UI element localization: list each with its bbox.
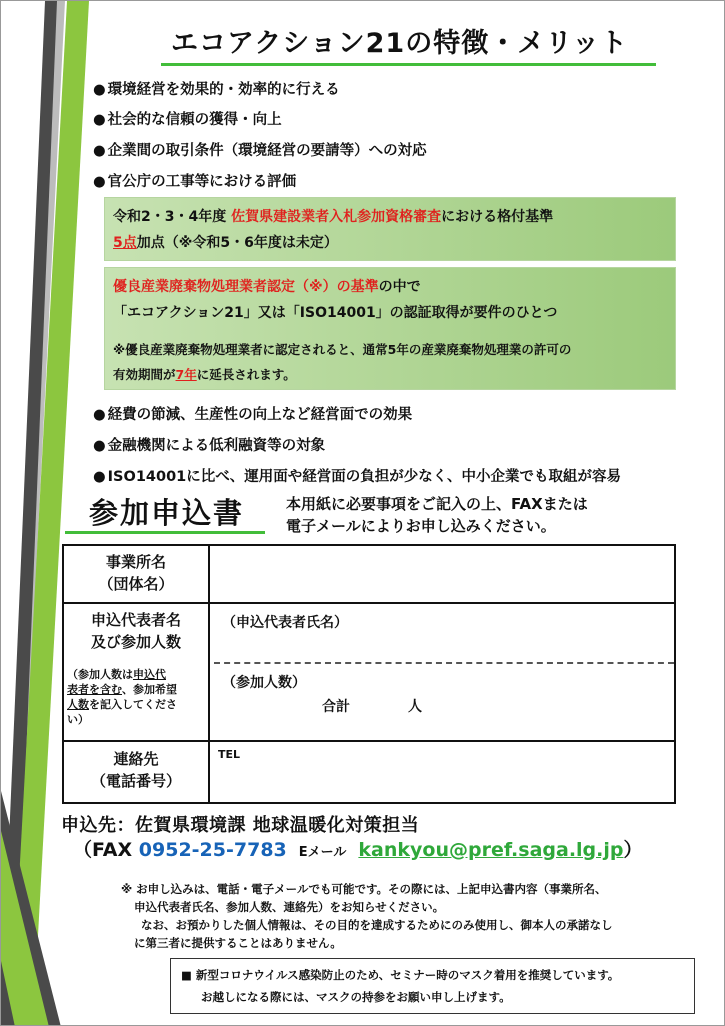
bullet-text: 経費の節減、生産性の向上など経営面での効果 [107,407,413,423]
form-row-organization [63,545,675,603]
representative-field[interactable] [209,603,675,741]
covid-notice-box [170,958,695,1014]
covid-line2: お越しになる際には、マスクの持参をお願い申し上げます。 [201,990,511,1004]
representative-label: 申込代表者名 及び参加人数 （参加人数は申込代 表者を含む、参加希望 人数を記入してくださ い） [63,603,209,741]
email-label: Eメール [298,845,347,860]
red-highlight: 7年 [175,367,197,382]
form-row-representative [63,603,675,741]
red-highlight: 佐賀県建設業者入札参加資格審査 [231,209,442,225]
note-line3: なお、お預かりした個人情報は、その目的を達成するためにのみ使用し、御本人の承諾なし [141,918,613,932]
bullet-item [93,434,325,455]
organization-label: 事業所名 （団体名） [63,545,209,603]
red-highlight: 優良産業廃棄物処理業者認定（※）の基準 [113,279,379,295]
application-title-underline [65,531,265,534]
application-note-line2: 電子メールによりお申し込みください。 [286,517,556,535]
rep-name-label: （申込代表者氏名） [222,615,348,631]
box2-line2: 「エコアクション21」又は「ISO14001」の認証取得が要件のひとつ [113,305,558,321]
application-note-line1: 本用紙に必要事項をご記入の上、FAXまたは [286,495,588,513]
bullet-mark: ● [93,112,106,128]
bullet-item [93,78,340,99]
bullet-text: 環境経営を効果的・効率的に行える [107,82,340,98]
box2-line4: 有効期間が7年に延長されます。 [113,367,296,382]
waste-certification-box [104,267,676,390]
bullet-text: ISO14001に比べ、運用面や経営面の負担が少なく、中小企業でも取組が容易 [107,469,621,485]
bullet-mark: ● [93,469,106,485]
form-row-contact [63,741,675,803]
bullet-item [93,108,282,129]
application-title: 参加申込書 [89,496,245,530]
participants-label: （参加人数） [222,675,306,691]
bullet-mark: ● [93,143,106,159]
bullet-mark: ● [93,438,106,454]
fax-number: 0952-25-7783 [138,839,287,861]
participants-total: 合計 人 [322,699,422,715]
bullet-mark: ● [93,174,106,190]
bullet-item [93,139,427,160]
construction-evaluation-box [104,197,676,261]
features-title: エコアクション21の特徴・メリット [171,28,629,59]
box1-line1: 令和2・3・4年度 佐賀県建設業者入札参加資格審査における格付基準 [113,209,554,225]
email-link[interactable]: kankyou@pref.saga.lg.jp [358,839,624,861]
note-line2: 申込代表者氏名、参加人数、連絡先）をお知らせください。 [134,900,445,914]
bullet-text: 金融機関による低利融資等の対象 [107,438,326,454]
box2-line3: ※優良産業廃棄物処理業者に認定されると、通常5年の産業廃棄物処理業の許可の [113,342,572,357]
covid-line1: ■ 新型コロナウイルス感染防止のため、セミナー時のマスク着用を推奨しています。 [181,968,620,982]
bullet-text: 社会的な信頼の獲得・向上 [107,112,282,128]
bullet-item [93,465,621,486]
contact-details: （FAX 0952-25-7783 Eメール kankyou@pref.saga.lg.jp） [73,839,643,861]
bullet-mark: ● [93,82,106,98]
note-line1: ※ お申し込みは、電話・電子メールでも可能です。その際には、上記申込書内容（事業所名、 [121,882,607,896]
bullet-mark: ● [93,407,106,423]
note-line4: に第三者に提供することはありません。 [134,936,342,950]
phone-field[interactable] [209,741,675,803]
box2-line1: 優良産業廃棄物処理業者認定（※）の基準の中で [113,279,421,295]
red-highlight: 5点 [113,235,137,251]
contact-label: 連絡先 （電話番号） [63,741,209,803]
bullet-text: 企業間の取引条件（環境経営の要請等）への対応 [107,143,427,159]
features-title-underline [161,63,656,66]
contact-destination: 申込先：佐賀県環境課 地球温暖化対策担当 [61,815,420,836]
organization-field[interactable] [209,545,675,603]
participants-instruction: （参加人数は申込代 表者を含む、参加希望 人数を記入してくださ い） [67,668,177,726]
tel-label: TEL [218,748,241,761]
bullet-text: 官公庁の工事等における評価 [107,174,297,190]
box1-line2: 5点加点（※令和5・6年度は未定） [113,235,338,251]
bullet-item [93,403,412,424]
application-form-table [62,544,676,804]
bullet-item [93,170,296,191]
